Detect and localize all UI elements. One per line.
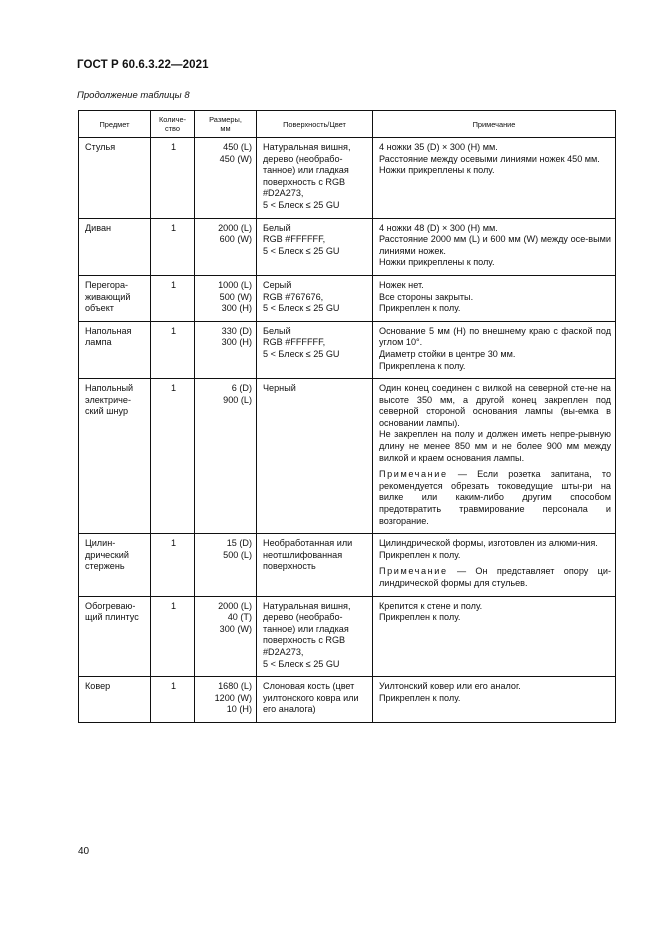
- column-header-notes: Примечание: [373, 111, 616, 138]
- cell-size-text: 1680 (L) 1200 (W) 10 (H): [214, 681, 252, 715]
- cell-item-text: Ковер: [85, 681, 111, 692]
- note-line: Основание 5 мм (H) по внешнему краю с фаской под углом 10°.: [379, 325, 611, 348]
- cell-surface-text: Белый RGB #FFFFFF, 5 < Блеск ≤ 25 GU: [263, 222, 340, 256]
- cell-notes: [373, 379, 616, 534]
- cell-qty-text: 1: [170, 222, 177, 233]
- cell-item: [79, 596, 151, 677]
- cell-item: [79, 534, 151, 596]
- cell-item: [79, 275, 151, 321]
- cell-size-text: 2000 (L) 40 (T) 300 (W): [218, 600, 252, 634]
- column-header-surface: Поверхность/Цвет: [257, 111, 373, 138]
- cell-notes: [373, 321, 616, 378]
- cell-qty-text: 1: [170, 600, 177, 611]
- remark-block: [379, 566, 611, 589]
- cell-notes: [373, 138, 616, 219]
- table-body: [79, 138, 616, 723]
- table-row: [79, 677, 616, 723]
- table-row: [79, 321, 616, 378]
- cell-size: [195, 534, 257, 596]
- table-header-row: [79, 111, 616, 138]
- cell-size-text: 2000 (L) 600 (W): [218, 222, 252, 245]
- note-line: Прикреплен к полу.: [379, 692, 461, 703]
- cell-item-text: Стулья: [85, 142, 116, 152]
- cell-size: [195, 321, 257, 378]
- note-line: Ножки прикреплены к полу.: [379, 165, 495, 176]
- note-line: Уилтонский ковер или его аналог.: [379, 681, 521, 692]
- cell-surface-text: Белый RGB #FFFFFF, 5 < Блеск ≤ 25 GU: [263, 325, 340, 359]
- cell-item-text: Цилин- дрический стержень: [85, 538, 129, 572]
- cell-item: [79, 138, 151, 219]
- note-line: Ножки прикреплены к полу.: [379, 257, 495, 268]
- cell-item: [79, 677, 151, 723]
- remark-text: — Если розетка запитана, то рекомендуется обрезать токоведущие шты-ри на вилке или каким-либо другим способом предотвратить травмирование персонала и возгорание.: [379, 469, 611, 526]
- cell-size: [195, 596, 257, 677]
- cell-item: [79, 321, 151, 378]
- cell-surface-text: Необработанная или неотшлифованная поверхность: [263, 538, 353, 572]
- remark-label: Примечание: [379, 469, 448, 480]
- note-line: Не закреплен на полу и должен иметь непре-рывную длину не менее 850 мм и не более 900 мм между вилкой и краем основания лампы.: [379, 429, 611, 463]
- cell-size-text: 330 (D) 300 (H): [221, 325, 252, 348]
- note-line: Прикреплен к полу.: [379, 303, 461, 314]
- cell-notes: [373, 275, 616, 321]
- cell-qty-text: 1: [170, 538, 177, 549]
- cell-size: [195, 218, 257, 275]
- cell-qty: [151, 379, 195, 534]
- cell-notes: [373, 677, 616, 723]
- cell-qty: [151, 321, 195, 378]
- cell-size: [195, 677, 257, 723]
- cell-surface: [257, 275, 373, 321]
- cell-qty: [151, 218, 195, 275]
- cell-notes: [373, 596, 616, 677]
- cell-size-text: 15 (D) 500 (L): [223, 538, 252, 560]
- document-header: ГОСТ Р 60.6.3.22—2021: [77, 59, 209, 71]
- cell-size-text: 1000 (L) 500 (W) 300 (H): [218, 279, 252, 314]
- table-row: [79, 379, 616, 534]
- table-row: [79, 275, 616, 321]
- table-caption: Продолжение таблицы 8: [77, 90, 190, 101]
- table-row: [79, 218, 616, 275]
- cell-surface-text: Натуральная вишня, дерево (необрабо-танное) или гладкая поверхность с RGB #D2A273, 5 < Блеск ≤ 25 GU: [263, 142, 351, 210]
- cell-qty-text: 1: [170, 279, 177, 290]
- cell-surface: [257, 218, 373, 275]
- note-line: 4 ножки 48 (D) × 300 (H) мм.: [379, 222, 498, 233]
- cell-surface-text: Слоновая кость (цвет уилтонского ковра или его аналога): [263, 681, 359, 715]
- cell-item-text: Перегора- живающий объект: [85, 279, 131, 314]
- cell-size: [195, 138, 257, 219]
- cell-qty: [151, 677, 195, 723]
- cell-surface: [257, 677, 373, 723]
- note-line: Расстояние между осевыми линиями ножек 450 мм.: [379, 153, 600, 164]
- cell-size: [195, 275, 257, 321]
- column-header-size: Размеры, мм: [195, 111, 257, 138]
- cell-surface: [257, 321, 373, 378]
- cell-item: [79, 379, 151, 534]
- cell-qty: [151, 596, 195, 677]
- remark-text: — Он представляет опору ци-линдрической формы для стульев.: [379, 566, 611, 588]
- note-line: Цилиндрической формы, изготовлен из алюми-ния.: [379, 538, 598, 549]
- note-line: Все стороны закрыты.: [379, 291, 474, 302]
- cell-size-text: 6 (D) 900 (L): [223, 383, 252, 405]
- page-number: 40: [78, 846, 90, 857]
- remark-label: Примечание: [379, 566, 448, 577]
- note-line: Прикреплен к полу.: [379, 549, 461, 560]
- cell-qty-text: 1: [170, 142, 177, 152]
- note-line: Диаметр стойки в центре 30 мм.: [379, 348, 516, 359]
- cell-qty-text: 1: [170, 383, 177, 394]
- cell-size-text: 450 (L) 450 (W): [219, 142, 252, 164]
- cell-surface: [257, 379, 373, 534]
- cell-surface-text: Черный: [263, 383, 296, 394]
- note-line: Прикреплена к полу.: [379, 360, 466, 371]
- note-line: Крепится к стене и полу.: [379, 600, 483, 611]
- table-row: [79, 138, 616, 219]
- cell-notes: [373, 218, 616, 275]
- cell-item-text: Напольная лампа: [85, 325, 132, 348]
- cell-qty: [151, 138, 195, 219]
- cell-qty-text: 1: [170, 325, 177, 336]
- remark-block: [379, 469, 611, 527]
- table-row: [79, 534, 616, 596]
- cell-qty: [151, 275, 195, 321]
- column-header-item: Предмет: [79, 111, 151, 138]
- note-line: 4 ножки 35 (D) × 300 (H) мм.: [379, 142, 498, 152]
- cell-qty: [151, 534, 195, 596]
- cell-surface: [257, 596, 373, 677]
- cell-surface: [257, 534, 373, 596]
- note-line: Расстояние 2000 мм (L) и 600 мм (W) между осе-выми линиями ножек.: [379, 234, 611, 256]
- cell-item: [79, 218, 151, 275]
- cell-qty-text: 1: [170, 681, 177, 692]
- note-line: Прикреплен к полу.: [379, 612, 461, 623]
- note-line: Ножек нет.: [379, 279, 424, 290]
- cell-size: [195, 379, 257, 534]
- column-header-qty: Количе- ство: [151, 111, 195, 138]
- cell-item-text: Напольный электриче- ский шнур: [85, 383, 134, 417]
- cell-item-text: Обогреваю- щий плинтус: [85, 600, 139, 623]
- cell-surface-text: Натуральная вишня, дерево (необрабо-танное) или гладкая поверхность с RGB #D2A273, 5 < Блеск ≤ 25 GU: [263, 600, 351, 669]
- table-row: [79, 596, 616, 677]
- cell-surface: [257, 138, 373, 219]
- cell-surface-text: Серый RGB #767676, 5 < Блеск ≤ 25 GU: [263, 279, 340, 314]
- note-line: Один конец соединен с вилкой на северной сте-не на высоте 350 мм, а другой конец закреплен под северной стороной основания лампы (вы-емка в основании лампы).: [379, 383, 611, 428]
- furniture-table: [78, 110, 616, 723]
- cell-notes: [373, 534, 616, 596]
- cell-item-text: Диван: [85, 222, 112, 233]
